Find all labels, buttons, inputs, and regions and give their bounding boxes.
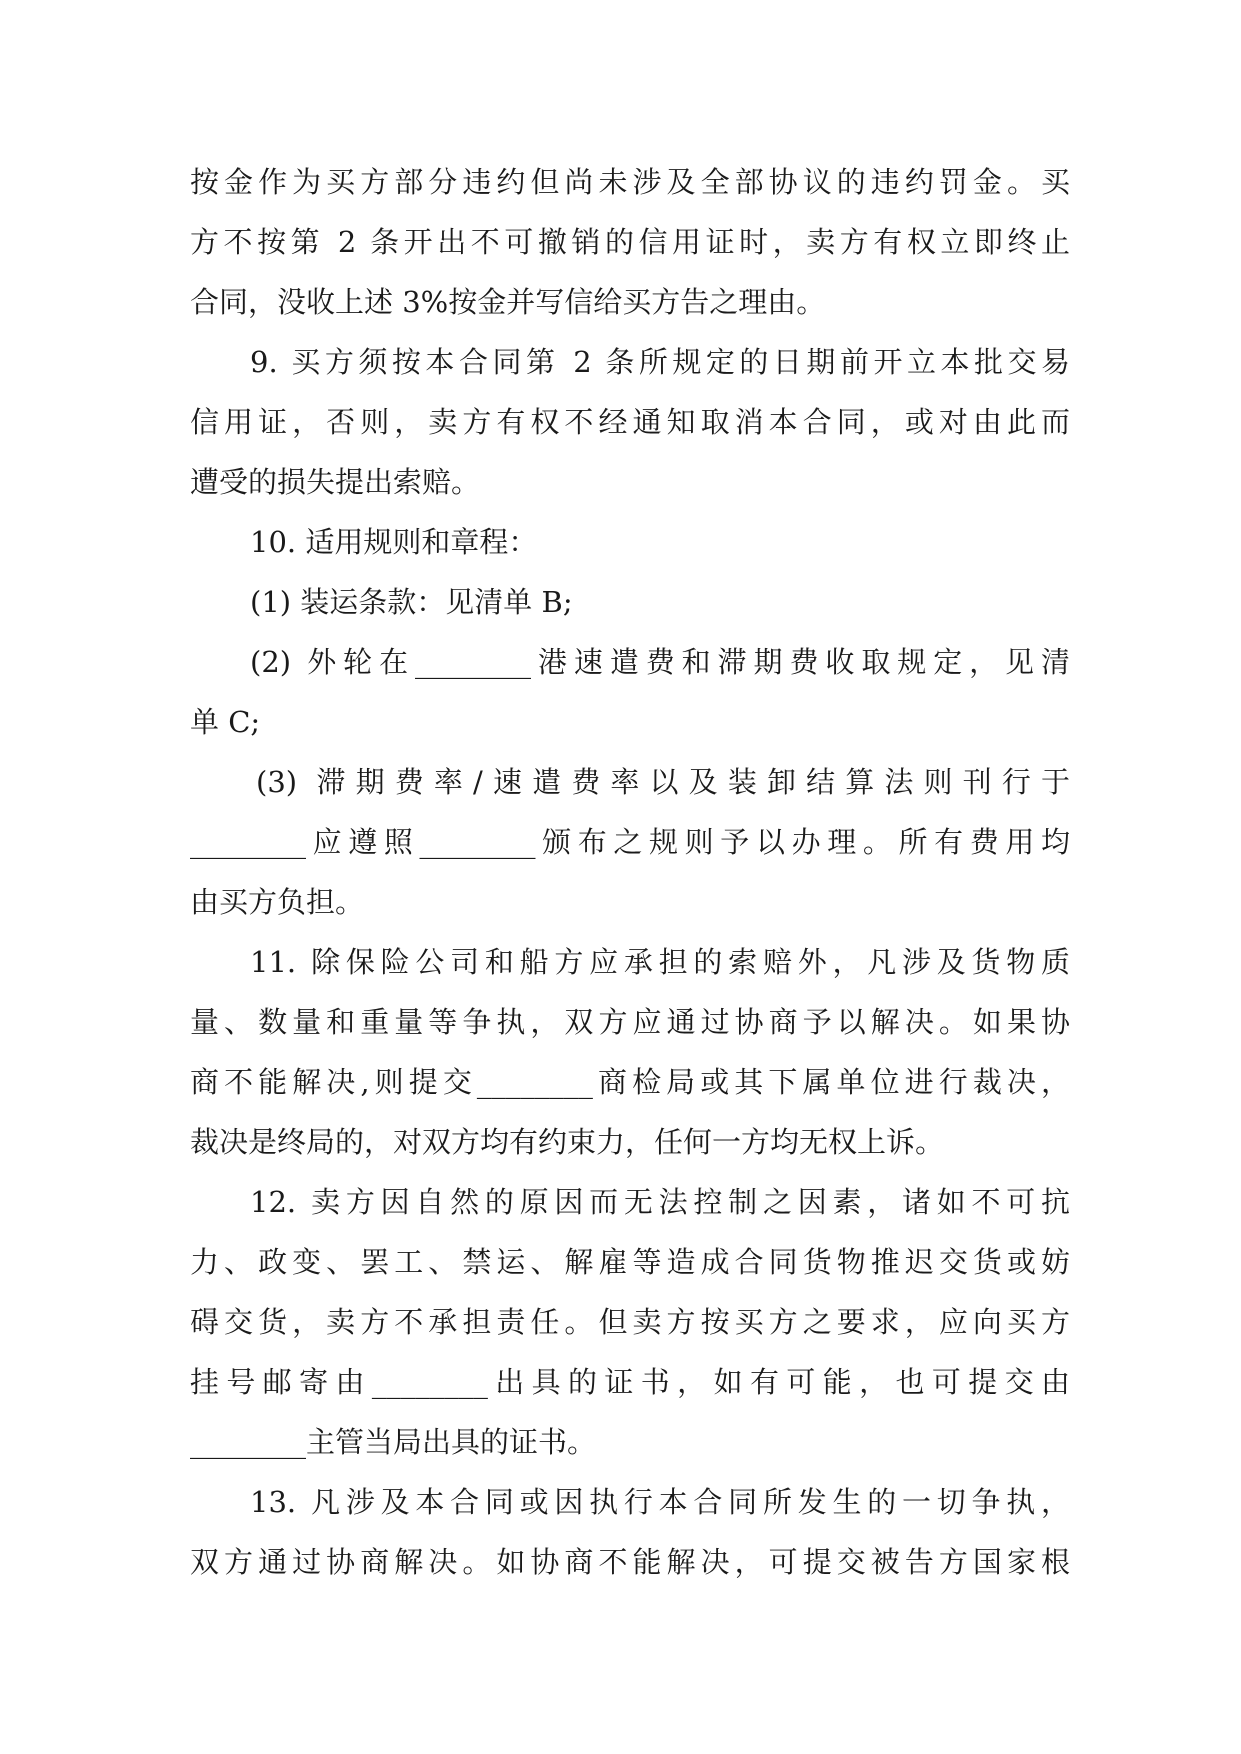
text-line: 信用证，否则，卖方有权不经通知取消本合同，或对由此而 [190, 405, 1070, 439]
text-line: 挂号邮寄由________出具的证书，如有可能，也可提交由 [190, 1365, 1070, 1399]
text-line: ________主管当局出具的证书。 [190, 1425, 597, 1459]
clause-12-start: 12. 卖方因自然的原因而无法控制之因素，诸如不可抗 [250, 1185, 1070, 1219]
clause-13-start: 13. 凡涉及本合同或因执行本合同所发生的一切争执， [250, 1485, 1070, 1519]
text-line: 由买方负担。 [190, 885, 365, 919]
contract-text [190, 152, 1070, 1592]
text-line: ________应遵照________颁布之规则予以办理。所有费用均 [190, 825, 1070, 859]
text-line: 力、政变、罢工、禁运、解雇等造成合同货物推迟交货或妨 [190, 1245, 1070, 1279]
text-line: 碍交货，卖方不承担责任。但卖方按买方之要求，应向买方 [190, 1305, 1070, 1339]
clause-10-heading: 10. 适用规则和章程： [250, 525, 538, 559]
clause-10-item-2: (2) 外轮在________港速遣费和滞期费收取规定，见清 [250, 645, 1070, 679]
clause-11-start: 11. 除保险公司和船方应承担的索赔外，凡涉及货物质 [250, 945, 1070, 979]
clause-10-item-1: (1) 装运条款：见清单 B; [250, 585, 573, 619]
text-line: 遭受的损失提出索赔。 [190, 465, 481, 499]
text-line: 量、数量和重量等争执，双方应通过协商予以解决。如果协 [190, 1005, 1070, 1039]
text-line: 单 C; [190, 705, 261, 739]
text-line: 双方通过协商解决。如协商不能解决，可提交被告方国家根 [190, 1545, 1070, 1579]
text-line: 方不按第 2 条开出不可撤销的信用证时，卖方有权立即终止 [190, 225, 1070, 259]
clause-9-start: 9. 买方须按本合同第 2 条所规定的日期前开立本批交易 [250, 345, 1070, 379]
clause-10-item-3: (3) 滞期费率/速遣费率以及装卸结算法则刊行于 [256, 765, 1070, 799]
text-line: 商不能解决,则提交________商检局或其下属单位进行裁决， [190, 1065, 1070, 1099]
text-line: 按金作为买方部分违约但尚未涉及全部协议的违约罚金。买 [190, 165, 1070, 199]
text-line: 裁决是终局的，对双方均有约束力，任何一方均无权上诉。 [190, 1125, 945, 1159]
text-line: 合同，没收上述 3%按金并写信给买方告之理由。 [190, 285, 826, 319]
